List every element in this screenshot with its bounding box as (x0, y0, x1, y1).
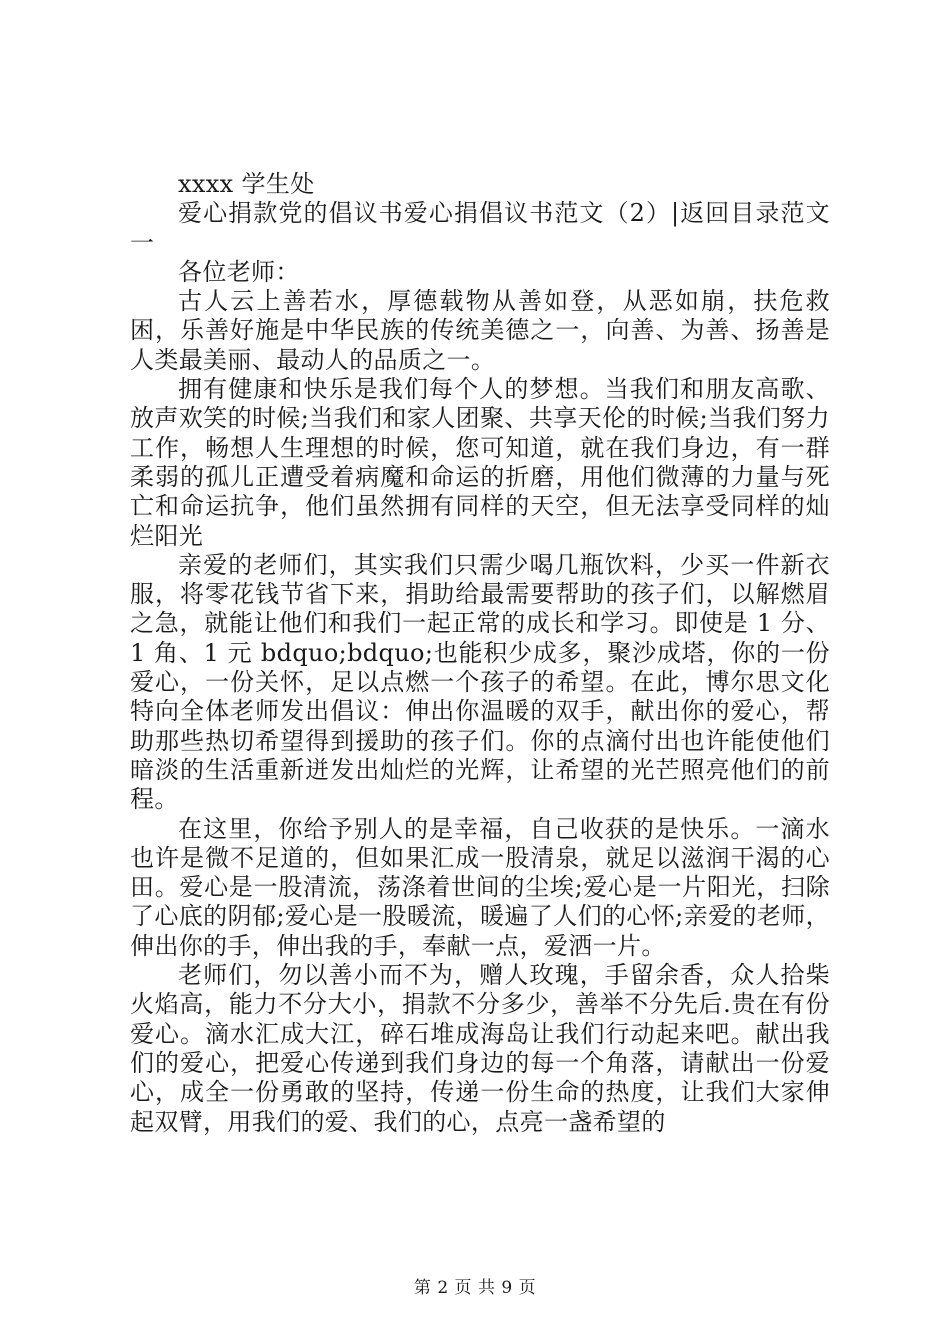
paragraph-4: 在这里，你给予别人的是幸福，自己收获的是快乐。一滴水也许是微不足道的，但如果汇成一股清泉，就足以滋润干渴的心田。爱心是一股清流，荡涤着世间的尘埃;爱心是一片阳光，扫除了心底的阴郁;爱心是一股暖流，暖遍了人们的心怀;亲爱的老师，伸出你的手，伸出我的手，奉献一点，爱洒一片。 (130, 814, 830, 960)
page-number-footer: 第 2 页 共 9 页 (413, 1278, 537, 1298)
document-body (130, 170, 830, 1137)
paragraph-1: 古人云上善若水，厚德载物从善如登，从恶如崩，扶危救困，乐善好施是中华民族的传统美德之一，向善、为善、扬善是人类最美丽、最动人的品质之一。 (130, 287, 830, 374)
document-heading: 爱心捐款党的倡议书爱心捐倡议书范文（2）|返回目录范文一 (130, 199, 830, 257)
signature-line: xxxx 学生处 (178, 170, 315, 198)
salutation: 各位老师： (178, 257, 300, 286)
paragraph-2: 拥有健康和快乐是我们每个人的梦想。当我们和朋友高歌、放声欢笑的时候;当我们和家人团聚、共享天伦的时候;当我们努力工作，畅想人生理想的时候，您可知道，就在我们身边，有一群柔弱的孤儿正遭受着病魔和命运的折磨，用他们微薄的力量与死亡和命运抗争，他们虽然拥有同样的天空，但无法享受同样的灿烂阳光 (130, 375, 830, 550)
paragraph-5: 老师们，勿以善小而不为，赠人玫瑰，手留余香，众人拾柴火焰高，能力不分大小，捐款不分多少，善举不分先后.贵在有份爱心。滴水汇成大江，碎石堆成海岛让我们行动起来吧。献出我们的爱心，把爱心传递到我们身边的每一个角落，请献出一份爱心，成全一份勇敢的坚持，传递一份生命的热度，让我们大家伸起双臂，用我们的爱、我们的心，点亮一盏希望的 (130, 961, 830, 1136)
paragraph-3: 亲爱的老师们，其实我们只需少喝几瓶饮料，少买一件新衣服，将零花钱节省下来，捐助给最需要帮助的孩子们，以解燃眉之急，就能让他们和我们一起正常的成长和学习。即使是 1 分、1 角、1 元 bdquo;bdquo;也能积少成多，聚沙成塔，你的一份爱心，一份关怀，足以点燃一个孩子的希望。在此，博尔思文化特向全体老师发出倡议：伸出你温暖的双手，献出你的爱心，帮助那些热切希望得到援助的孩子们。你的点滴付出也许能使他们暗淡的生活重新迸发出灿烂的光辉，让希望的光芒照亮他们的前程。 (130, 550, 830, 814)
